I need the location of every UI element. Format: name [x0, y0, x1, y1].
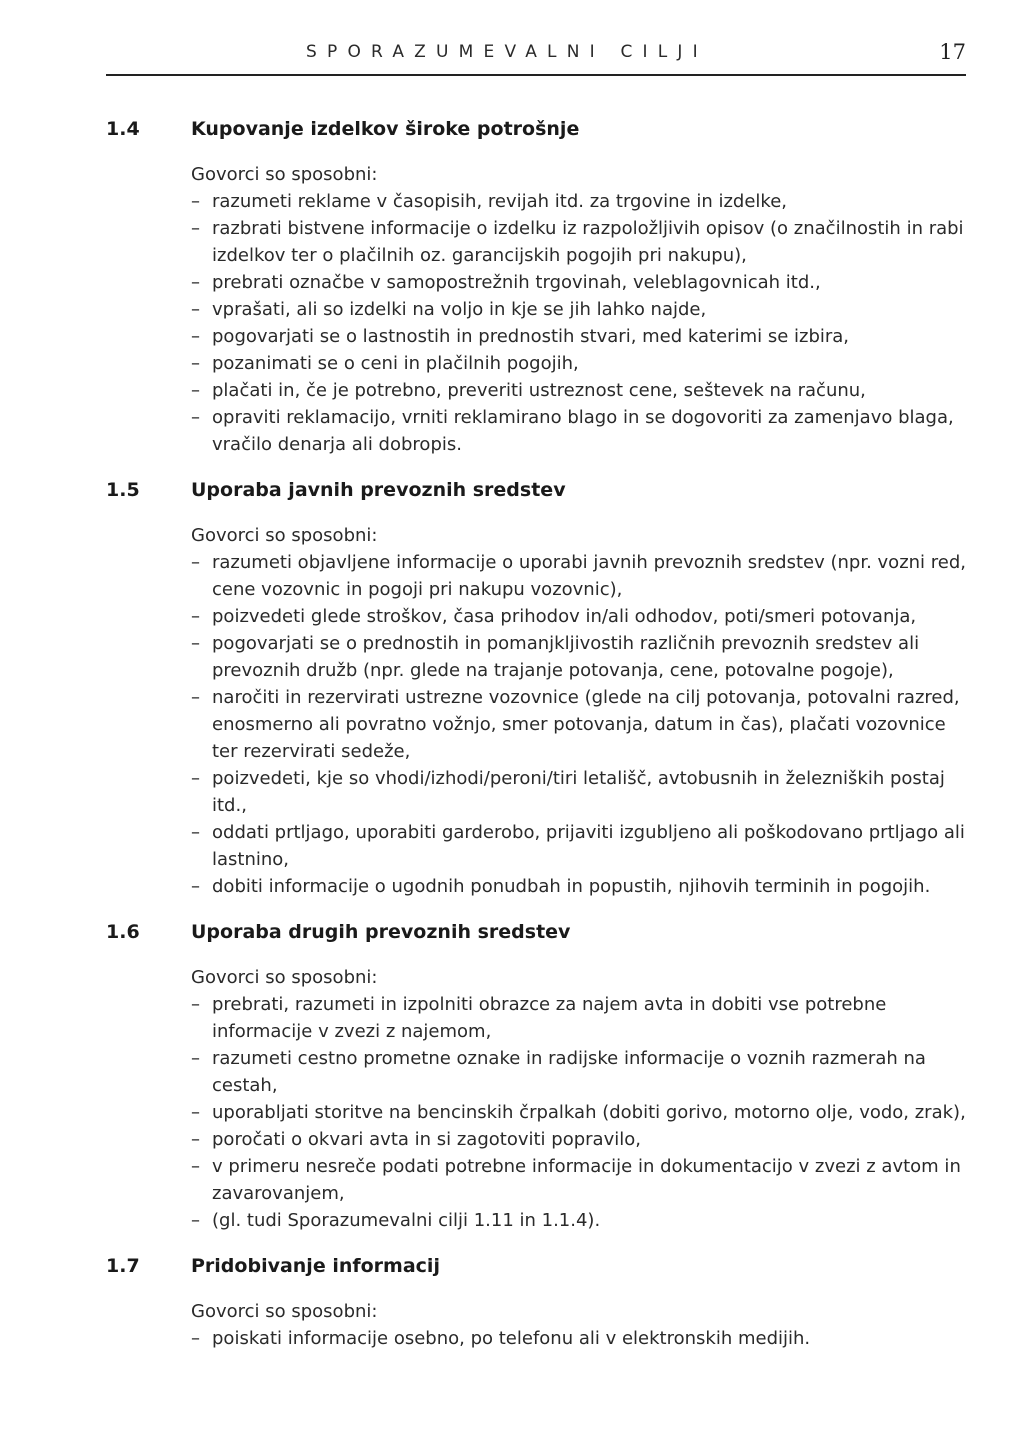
list-item-text: poizvedeti glede stroškov, časa prihodov in/ali odhodov, poti/smeri potovanja,: [212, 606, 917, 627]
section-number: 1.4: [106, 118, 140, 140]
dash-bullet: –: [191, 1328, 200, 1349]
list-item-text: razumeti reklame v časopisih, revijah itd. za trgovine in izdelke,: [212, 191, 788, 212]
dash-bullet: –: [191, 606, 200, 627]
list-item: [191, 630, 966, 684]
section-title: Pridobivanje informacij: [191, 1255, 440, 1277]
list-item: [191, 323, 966, 350]
dash-bullet: –: [191, 272, 200, 293]
page-number: 17: [939, 40, 966, 64]
section-heading: [106, 479, 966, 509]
section-body: [191, 964, 966, 1234]
list-item: [191, 819, 966, 873]
list-item: [191, 1045, 966, 1099]
dash-bullet: –: [191, 1210, 200, 1231]
section-intro: Govorci so sposobni:: [191, 164, 378, 185]
list-item: [191, 377, 966, 404]
dash-bullet: –: [191, 218, 200, 239]
running-title: SPORAZUMEVALNI CILJI: [306, 42, 708, 62]
dash-bullet: –: [191, 994, 200, 1015]
section-title: Kupovanje izdelkov široke potrošnje: [191, 118, 580, 140]
list-item-text: razbrati bistvene informacije o izdelku iz razpoložljivih opisov (o značilnostih in rabi izdelkov ter o plačilnih oz. garancijskih pogojih pri nakupu),: [212, 218, 964, 266]
dash-bullet: –: [191, 876, 200, 897]
dash-bullet: –: [191, 299, 200, 320]
list-item-text: opraviti reklamacijo, vrniti reklamirano blago in se dogovoriti za zamenjavo blaga, vračilo denarja ali dobropis.: [212, 407, 954, 455]
list-item-text: oddati prtljago, uporabiti garderobo, prijaviti izgubljeno ali poškodovano prtljago ali lastnino,: [212, 822, 965, 870]
dash-bullet: –: [191, 1156, 200, 1177]
dash-bullet: –: [191, 1048, 200, 1069]
list-item: [191, 1325, 966, 1352]
dash-bullet: –: [191, 822, 200, 843]
list-item-text: dobiti informacije o ugodnih ponudbah in popustih, njihovih terminih in pogojih.: [212, 876, 931, 897]
list-item-text: poročati o okvari avta in si zagotoviti popravilo,: [212, 1129, 641, 1150]
list-item-text: pogovarjati se o prednostih in pomanjkljivostih različnih prevoznih sredstev ali prevoznih družb (npr. glede na trajanje potovanja, cene, potovalne pogoje),: [212, 633, 920, 681]
dash-bullet: –: [191, 633, 200, 654]
list-item: [191, 296, 966, 323]
item-list: [191, 549, 966, 900]
list-item-text: pozanimati se o ceni in plačilnih pogojih,: [212, 353, 579, 374]
section-intro: Govorci so sposobni:: [191, 1301, 378, 1322]
item-list: [191, 1325, 966, 1352]
section-intro: Govorci so sposobni:: [191, 525, 378, 546]
list-item-text: poizvedeti, kje so vhodi/izhodi/peroni/tiri letališč, avtobusnih in železniških postaj itd.,: [212, 768, 945, 816]
item-list: [191, 188, 966, 458]
section-body: [191, 161, 966, 458]
list-item-text: naročiti in rezervirati ustrezne vozovnice (glede na cilj potovanja, potovalni razred, enosmerno ali povratno vožnjo, smer potovanja, datum in čas), plačati vozovnice ter rezervirati sedeže,: [212, 687, 960, 762]
section-intro: Govorci so sposobni:: [191, 967, 378, 988]
item-list: [191, 991, 966, 1234]
section-heading: [106, 118, 966, 148]
list-item: [191, 350, 966, 377]
list-item: [191, 873, 966, 900]
list-item-text: uporabljati storitve na bencinskih črpalkah (dobiti gorivo, motorno olje, vodo, zrak),: [212, 1102, 966, 1123]
section-number: 1.7: [106, 1255, 140, 1277]
list-item-text: v primeru nesreče podati potrebne informacije in dokumentacijo v zvezi z avtom in zavarovanjem,: [212, 1156, 961, 1204]
list-item: [191, 603, 966, 630]
section-1-7: [106, 1255, 966, 1352]
dash-bullet: –: [191, 552, 200, 573]
dash-bullet: –: [191, 326, 200, 347]
dash-bullet: –: [191, 191, 200, 212]
section-number: 1.5: [106, 479, 140, 501]
list-item: [191, 991, 966, 1045]
list-item-text: razumeti objavljene informacije o uporabi javnih prevoznih sredstev (npr. vozni red, cene vozovnic in pogoji pri nakupu vozovnic),: [212, 552, 967, 600]
section-1-6: [106, 921, 966, 1234]
dash-bullet: –: [191, 1129, 200, 1150]
page-content: [106, 118, 966, 1352]
list-item: [191, 188, 966, 215]
list-item: [191, 269, 966, 296]
list-item-text: prebrati označbe v samopostrežnih trgovinah, veleblagovnicah itd.,: [212, 272, 821, 293]
dash-bullet: –: [191, 380, 200, 401]
page-header: [106, 40, 966, 76]
list-item-text: pogovarjati se o lastnostih in prednostih stvari, med katerimi se izbira,: [212, 326, 850, 347]
section-body: [191, 522, 966, 900]
section-heading: [106, 921, 966, 951]
list-item: [191, 404, 966, 458]
list-item: [191, 1099, 966, 1126]
section-heading: [106, 1255, 966, 1285]
section-1-4: [106, 118, 966, 458]
list-item: [191, 1153, 966, 1207]
list-item-text: razumeti cestno prometne oznake in radijske informacije o voznih razmerah na cestah,: [212, 1048, 926, 1096]
list-item-text: (gl. tudi Sporazumevalni cilji 1.11 in 1.1.4).: [212, 1210, 601, 1231]
list-item: [191, 215, 966, 269]
section-title: Uporaba drugih prevoznih sredstev: [191, 921, 571, 943]
section-body: [191, 1298, 966, 1352]
section-title: Uporaba javnih prevoznih sredstev: [191, 479, 566, 501]
list-item-text: poiskati informacije osebno, po telefonu ali v elektronskih medijih.: [212, 1328, 811, 1349]
section-number: 1.6: [106, 921, 140, 943]
dash-bullet: –: [191, 353, 200, 374]
dash-bullet: –: [191, 1102, 200, 1123]
section-1-5: [106, 479, 966, 900]
list-item: [191, 1126, 966, 1153]
list-item: [191, 684, 966, 765]
list-item-text: prebrati, razumeti in izpolniti obrazce za najem avta in dobiti vse potrebne informacije v zvezi z najemom,: [212, 994, 887, 1042]
list-item: [191, 1207, 966, 1234]
list-item-text: plačati in, če je potrebno, preveriti ustreznost cene, seštevek na računu,: [212, 380, 866, 401]
list-item: [191, 765, 966, 819]
dash-bullet: –: [191, 768, 200, 789]
list-item: [191, 549, 966, 603]
list-item-text: vprašati, ali so izdelki na voljo in kje se jih lahko najde,: [212, 299, 707, 320]
dash-bullet: –: [191, 687, 200, 708]
dash-bullet: –: [191, 407, 200, 428]
